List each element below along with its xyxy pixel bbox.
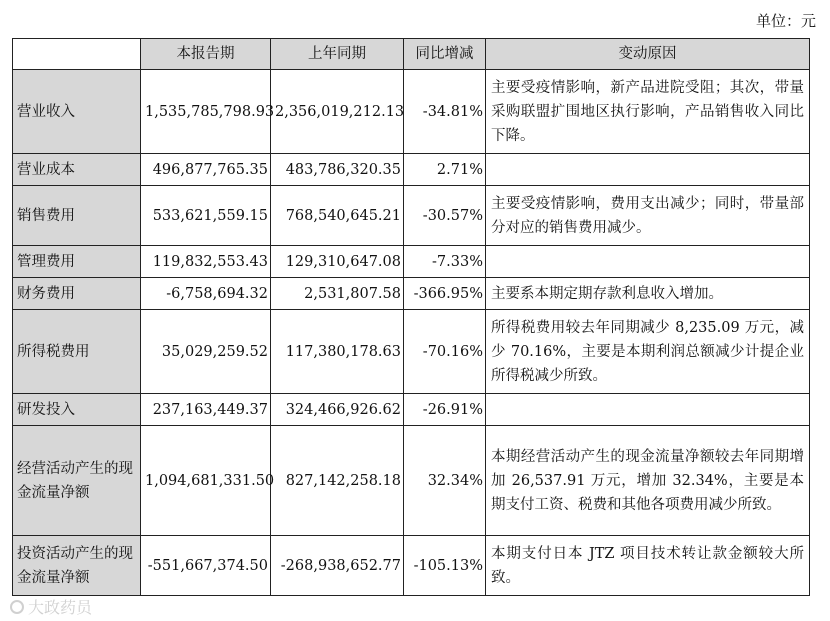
table-row — [13, 536, 810, 596]
previous-value: 117,380,178.63 — [271, 310, 404, 394]
previous-value: 2,531,807.58 — [271, 278, 404, 310]
row-label: 营业成本 — [13, 154, 141, 186]
current-value: 496,877,765.35 — [141, 154, 271, 186]
reason-text — [486, 154, 810, 186]
watermark — [10, 595, 92, 618]
watermark-text: 大政药员 — [28, 598, 93, 617]
reason-text: 主要受疫情影响，费用支出减少；同时，带量部分对应的销售费用减少。 — [486, 186, 810, 246]
table-row — [13, 186, 810, 246]
header-current-period: 本报告期 — [141, 39, 271, 70]
row-label: 所得税费用 — [13, 310, 141, 394]
current-value: 1,094,681,331.50 — [141, 426, 271, 536]
current-value: -6,758,694.32 — [141, 278, 271, 310]
row-label: 销售费用 — [13, 186, 141, 246]
row-label: 经营活动产生的现金流量净额 — [13, 426, 141, 536]
row-label: 投资活动产生的现金流量净额 — [13, 536, 141, 596]
change-value: -7.33% — [404, 246, 486, 278]
change-value: -70.16% — [404, 310, 486, 394]
reason-text — [486, 246, 810, 278]
current-value: 533,621,559.15 — [141, 186, 271, 246]
reason-text: 所得税费用较去年同期减少 8,235.09 万元，减少 70.16%，主要是本期利润总额减少计提企业所得税减少所致。 — [486, 310, 810, 394]
previous-value: 324,466,926.62 — [271, 394, 404, 426]
previous-value: 129,310,647.08 — [271, 246, 404, 278]
reason-text: 本期支付日本 JTZ 项目技术转让款金额较大所致。 — [486, 536, 810, 596]
previous-value: 2,356,019,212.13 — [271, 70, 404, 154]
current-value: -551,667,374.50 — [141, 536, 271, 596]
previous-value: 483,786,320.35 — [271, 154, 404, 186]
financial-table — [12, 38, 810, 596]
change-value: -26.91% — [404, 394, 486, 426]
header-change-reason: 变动原因 — [486, 39, 810, 70]
change-value: 2.71% — [404, 154, 486, 186]
change-value: -30.57% — [404, 186, 486, 246]
current-value: 35,029,259.52 — [141, 310, 271, 394]
header-row — [13, 39, 810, 70]
reason-text: 主要系本期定期存款利息收入增加。 — [486, 278, 810, 310]
header-blank — [13, 39, 141, 70]
row-label: 财务费用 — [13, 278, 141, 310]
reason-text: 本期经营活动产生的现金流量净额较去年同期增加 26,537.91 万元，增加 32.34%，主要是本期支付工资、税费和其他各项费用减少所致。 — [486, 426, 810, 536]
reason-text — [486, 394, 810, 426]
change-value: -34.81% — [404, 70, 486, 154]
change-value: -366.95% — [404, 278, 486, 310]
row-label: 营业收入 — [13, 70, 141, 154]
change-value: -105.13% — [404, 536, 486, 596]
table-row — [13, 278, 810, 310]
watermark-logo-icon — [10, 600, 24, 614]
table-row — [13, 154, 810, 186]
table-row — [13, 310, 810, 394]
table-row — [13, 394, 810, 426]
table-row — [13, 70, 810, 154]
reason-text: 主要受疫情影响，新产品进院受阻；其次，带量采购联盟扩围地区执行影响，产品销售收入同比下降。 — [486, 70, 810, 154]
change-value: 32.34% — [404, 426, 486, 536]
header-yoy-change: 同比增减 — [404, 39, 486, 70]
current-value: 1,535,785,798.93 — [141, 70, 271, 154]
current-value: 237,163,449.37 — [141, 394, 271, 426]
row-label: 管理费用 — [13, 246, 141, 278]
header-previous-period: 上年同期 — [271, 39, 404, 70]
previous-value: 827,142,258.18 — [271, 426, 404, 536]
previous-value: -268,938,652.77 — [271, 536, 404, 596]
table-row — [13, 246, 810, 278]
current-value: 119,832,553.43 — [141, 246, 271, 278]
table-row — [13, 426, 810, 536]
row-label: 研发投入 — [13, 394, 141, 426]
previous-value: 768,540,645.21 — [271, 186, 404, 246]
unit-label: 单位：元 — [755, 12, 816, 30]
